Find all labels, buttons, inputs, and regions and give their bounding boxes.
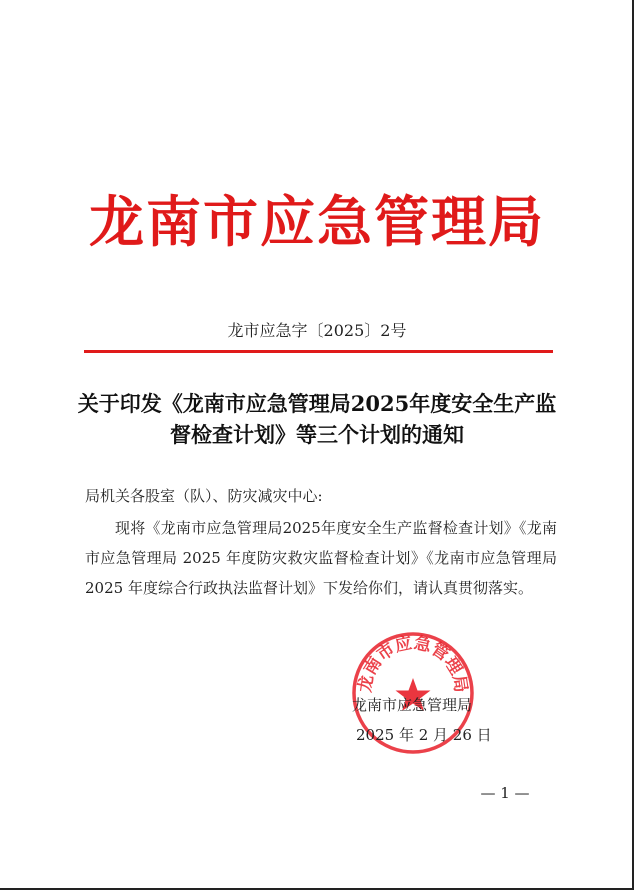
document-number: 龙市应急字〔2025〕2号 [227,321,407,340]
page-number: — 1 — [480,784,530,802]
agency-header: 龙南市应急管理局 [88,189,545,254]
notice-title: 关于印发《龙南市应急管理局2025年度安全生产监督检查计划》等三个计划的通知 [77,391,557,447]
salutation: 局机关各股室（队）、防灾减灾中心: [85,487,323,505]
red-divider-line [84,350,553,353]
seal-text: 龙南市应急管理局 [355,633,471,694]
signature-agency: 龙南市应急管理局 [352,696,473,714]
signature-date: 2025 年 2 月 26 日 [356,726,492,744]
notice-body: 现将《龙南市应急管理局2025年度安全生产监督检查计划》《龙南市应急管理局 2025 年度防灾救灾监督检查计划》《龙南市应急管理局 2025 年度综合行政执法监督计划》下发给你们，请认真贯彻落实。 [85,519,557,597]
